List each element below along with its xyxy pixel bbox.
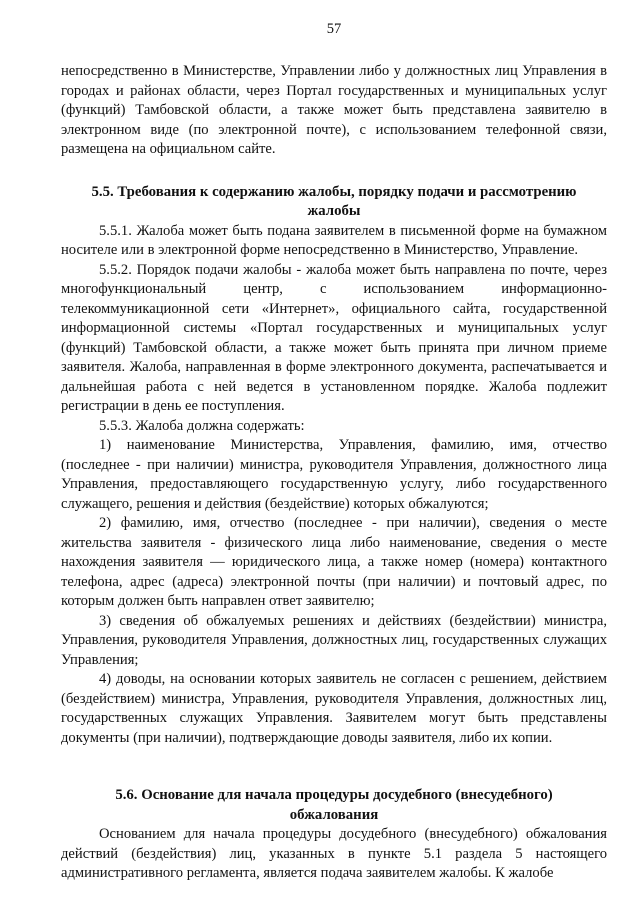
section-5-5-heading-line1: 5.5. Требования к содержанию жалобы, порядку подачи и рассмотрению <box>91 183 577 200</box>
section-5-6-heading-line2: обжалования <box>289 806 379 823</box>
paragraph-5-5-2: 5.5.2. Порядок подачи жалобы - жалоба может быть направлена по почте, через многофункциональный центр, с использованием информационно-телекоммуникационной сети «Интернет», официального сайта, государственной информационной системы «Портал государственных и муниципальных услуг (функций) Тамбовской области, а также может быть принята при личном приеме заявителя. Жалоба, направленная в форме электронного документа, распечатывается и дальнейшая работа с ней ведется в установленном порядке. Жалоба подлежит регистрации в день ее поступления. <box>61 261 607 414</box>
section-5-6-heading <box>61 786 607 825</box>
intro-paragraph: непосредственно в Министерстве, Управлении либо у должностных лиц Управления в городах и районах области, через Портал государственных и муниципальных услуг (функций) Тамбовской области, а также может быть представлена заявителю в электронном виде (по электронной почте), с использованием телефонной связи, размещена на официальном сайте. <box>61 63 607 157</box>
paragraph-5-5-3: 5.5.3. Жалоба должна содержать: <box>99 417 305 434</box>
list-item-1: 1) наименование Министерства, Управления, фамилию, имя, отчество (последнее - при наличии) министра, руководителя Управления, должностного лица Управления, предоставляющего государственную услугу, либо государственного служащего, решения и действия (бездействие) которых обжалуются; <box>61 437 607 512</box>
section-5-5-heading-line2: жалобы <box>307 203 361 219</box>
section-5-6-heading-line1: 5.6. Основание для начала процедуры досудебного (внесудебного) <box>115 787 553 803</box>
section-5-6 <box>61 786 607 884</box>
section-5-5-heading <box>61 183 607 222</box>
paragraph-5-5-1: 5.5.1. Жалоба может быть подана заявителем в письменной форме на бумажном носителе или в электронной форме непосредственно в Министерство, Управление. <box>61 222 607 258</box>
list-item-2: 2) фамилию, имя, отчество (последнее - при наличии), сведения о месте жительства заявителя - физического лица либо наименование, сведения о месте нахождения заявителя — юридического лица, а также номер (номера) контактного телефона, адрес (адреса) электронной почты (при наличии) и почтовый адрес, по которым должен быть направлен ответ заявителю; <box>61 515 607 609</box>
list-item-4: 4) доводы, на основании которых заявитель не согласен с решением, действием (бездействием) министра, Управления, руководителя Управления, должностных лиц, государственных служащих Управления. Заявителем могут быть представлены документы (при наличии), подтверждающие доводы заявителя, либо их копии. <box>61 671 607 746</box>
spacer <box>61 748 607 786</box>
spacer <box>61 160 607 183</box>
section-5-5 <box>61 183 607 749</box>
page-number: 57 <box>326 21 342 37</box>
paragraph-5-6: Основанием для начала процедуры досудебного (внесудебного) обжалования действий (бездействия) лиц, указанных в пункте 5.1 раздела 5 настоящего административного регламента, является подача заявителем жалобы. К жалобе <box>61 826 607 881</box>
document-page <box>61 20 607 884</box>
list-item-3: 3) сведения об обжалуемых решениях и действиях (бездействии) министра, Управления, руководителя Управления, должностных лиц, государственных служащих Управления; <box>61 612 607 668</box>
